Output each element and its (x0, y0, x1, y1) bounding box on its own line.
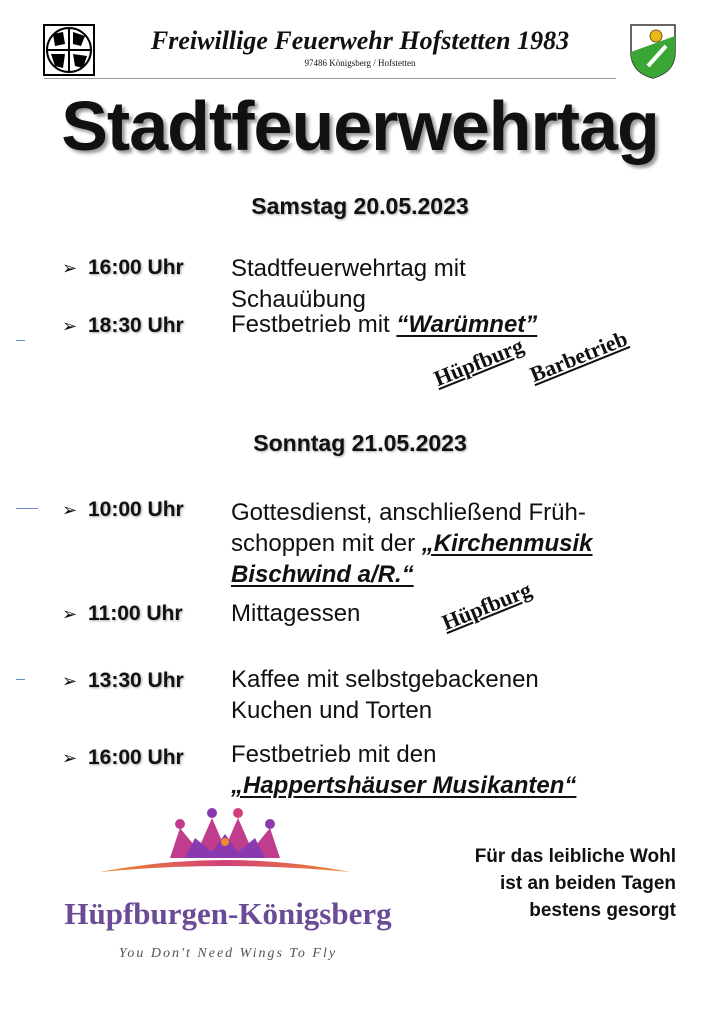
event-description (231, 739, 671, 801)
sunday-date: Sonntag 21.05.2023 (253, 430, 467, 456)
event-line: Schauübung (231, 286, 366, 313)
time-label: 13:30 Uhr (88, 669, 184, 692)
saturday-date: Samstag 20.05.2023 (251, 193, 469, 219)
arrow-bullet-icon: ➢ (62, 748, 78, 768)
food-note-line: bestens gesorgt (529, 900, 676, 921)
food-note-line: ist an beiden Tagen (500, 873, 676, 894)
stamp-barbetrieb: Barbetrieb (526, 325, 631, 388)
event-line: Festbetrieb mit den (231, 741, 437, 768)
time-label: 16:00 Uhr (88, 256, 184, 279)
stamp-huepfburg: Hüpfburg (430, 332, 527, 392)
town-crest-icon (628, 22, 678, 80)
event-line (231, 770, 671, 801)
event-text: Festbetrieb mit (231, 311, 397, 338)
food-note-line: Für das leibliche Wohl (474, 846, 676, 867)
event-line (231, 528, 671, 559)
event-description: Mittagessen (231, 600, 361, 627)
crown-icon (100, 800, 350, 895)
header-divider (44, 78, 616, 79)
event-text: schoppen mit der (231, 530, 422, 557)
event-line: Kuchen und Torten (231, 697, 433, 724)
arrow-bullet-icon: ➢ (62, 671, 78, 691)
event-line: Gottesdienst, anschließend Früh- (231, 499, 586, 526)
time-label: 10:00 Uhr (88, 498, 184, 521)
time-label: 11:00 Uhr (88, 602, 183, 625)
arrow-bullet-icon: ➢ (62, 316, 78, 336)
event-description (231, 497, 671, 590)
event-description (231, 253, 671, 315)
stamp-huepfburg: Hüpfburg (438, 576, 535, 636)
band-name: „Happertshäuser Musikanten“ (231, 772, 577, 799)
firefighter-emblem-icon (43, 24, 95, 76)
event-line (231, 559, 671, 590)
margin-mark (16, 340, 25, 341)
band-name: „Kirchenmusik (421, 530, 593, 557)
header-subtitle: 97486 Königsberg / Hofstetten (304, 58, 416, 68)
header-title: Freiwillige Feuerwehr Hofstetten 1983 (150, 26, 570, 55)
band-name: Bischwind a/R.“ (231, 561, 414, 588)
sponsor-slogan: You Don't Need Wings To Fly (118, 946, 338, 961)
event-line: Stadtfeuerwehrtag mit (231, 255, 466, 282)
arrow-bullet-icon: ➢ (62, 500, 78, 520)
food-note (380, 843, 676, 924)
sponsor-name: Hüpfburgen-Königsberg (64, 896, 392, 931)
time-label: 18:30 Uhr (88, 314, 184, 337)
page-title: Stadtfeuerwehrtag (61, 87, 659, 165)
margin-mark (16, 508, 38, 509)
event-line: Kaffee mit selbstgebackenen (231, 666, 539, 693)
arrow-bullet-icon: ➢ (62, 604, 78, 624)
event-description (231, 664, 671, 726)
band-name: “Warümnet” (396, 311, 538, 338)
arrow-bullet-icon: ➢ (62, 258, 78, 278)
margin-mark (16, 679, 25, 680)
time-label: 16:00 Uhr (88, 746, 184, 769)
